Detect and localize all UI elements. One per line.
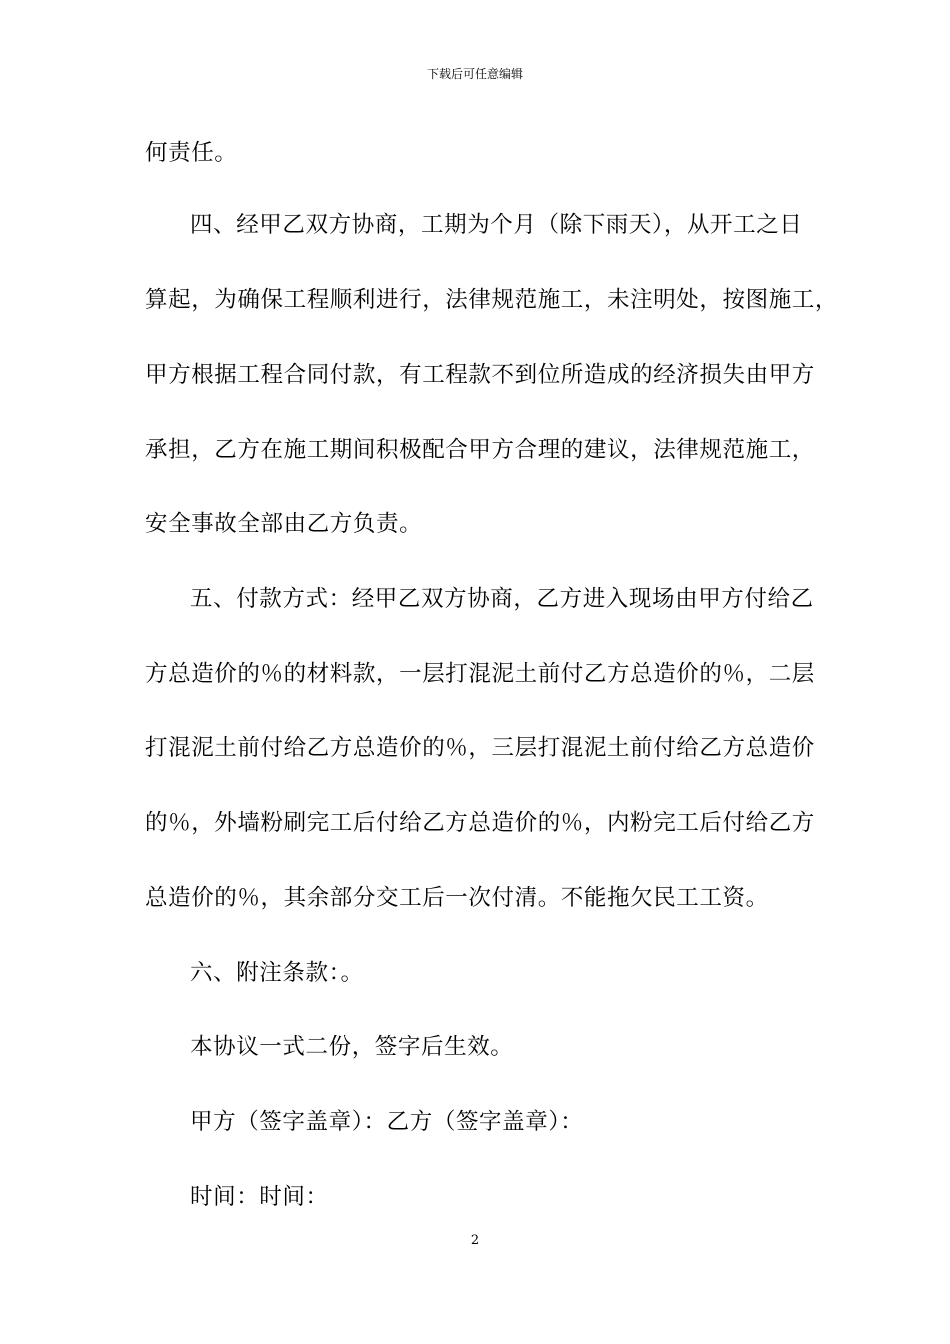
body-line: 总造价的％，其余部分交工后一次付清。不能拖欠民工工资。	[145, 885, 769, 911]
body-line: 甲方根据工程合同付款，有工程款不到位所造成的经济损失由甲方	[145, 362, 815, 388]
body-line: 打混泥土前付给乙方总造价的％，三层打混泥土前付给乙方总造价	[145, 735, 815, 761]
body-line: 的％，外墙粉刷完工后付给乙方总造价的％，内粉完工后付给乙方	[145, 810, 815, 836]
page-number: 2	[470, 1233, 480, 1248]
page-header-note: 下载后可任意编辑	[426, 67, 523, 81]
body-line: 何责任。	[145, 140, 238, 166]
clause-five-line: 五、付款方式：经甲乙双方协商，乙方进入现场由甲方付给乙	[190, 586, 814, 612]
date-line: 时间：时间：	[190, 1184, 329, 1210]
clause-four-line: 四、经甲乙双方协商，工期为个月（除下雨天），从开工之日	[190, 212, 803, 238]
body-line: 方总造价的％的材料款，一层打混泥土前付乙方总造价的％，二层	[145, 661, 815, 687]
signature-line: 甲方（签字盖章）：乙方（签字盖章）：	[190, 1109, 584, 1135]
agreement-copies-line: 本协议一式二份，签字后生效。	[190, 1034, 514, 1060]
body-line: 安全事故全部由乙方负责。	[145, 511, 423, 537]
clause-six-line: 六、附注条款：。	[190, 960, 364, 986]
body-line: 承担，乙方在施工期间积极配合甲方合理的建议，法律规范施工，	[145, 437, 815, 463]
body-line: 算起，为确保工程顺利进行，法律规范施工，未注明处，按图施工，	[145, 287, 839, 313]
